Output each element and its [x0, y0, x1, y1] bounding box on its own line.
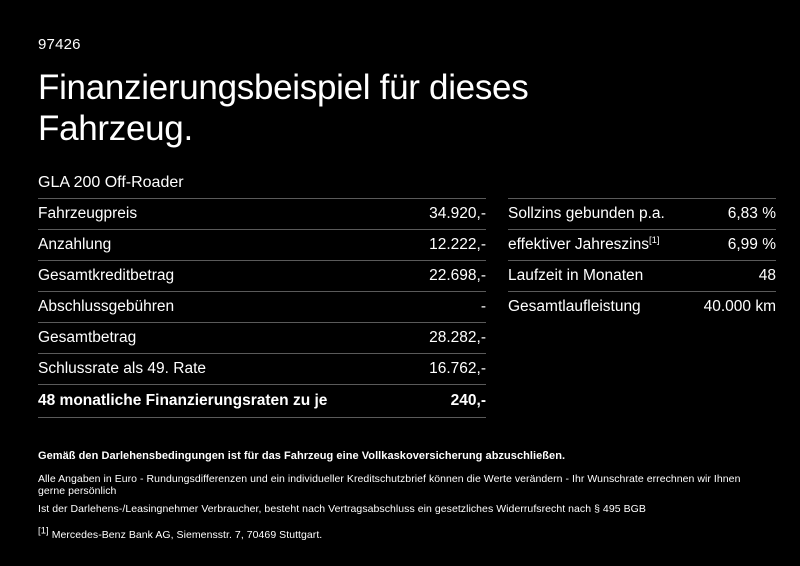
row-value: - [480, 297, 486, 315]
finance-tables [38, 198, 776, 418]
footnote-marker: [1] [38, 525, 49, 537]
row-label: Gesamtkreditbetrag [38, 266, 175, 284]
finance-table-left [38, 198, 486, 418]
table-row [508, 260, 776, 291]
page-title: Finanzierungsbeispiel für dieses Fahrzeug. [38, 68, 529, 149]
row-value: 34.920,- [429, 204, 486, 222]
row-label: Fahrzeugpreis [38, 204, 138, 222]
table-row [508, 198, 776, 229]
row-label [508, 260, 691, 291]
finance-table-right-column [508, 198, 776, 322]
row-value: 12.222,- [429, 235, 486, 253]
row-value: 28.282,- [429, 328, 486, 346]
row-label: Gesamtbetrag [38, 328, 137, 346]
row-label: 48 monatliche Finanzierungsraten zu je [38, 391, 328, 409]
row-value: 40.000 km [703, 297, 776, 315]
row-label [508, 198, 691, 229]
footnotes-block [38, 450, 762, 541]
table-row [38, 198, 486, 229]
footnote-insurance-note: Gemäß den Darlehensbedingungen ist für das Fahrzeug eine Vollkaskoversicherung abzuschließen. [38, 450, 566, 462]
table-row [508, 291, 776, 322]
table-row [38, 291, 486, 322]
row-label-text: effektiver Jahreszins [508, 235, 649, 253]
vehicle-model-label: GLA 200 Off-Roader [38, 173, 184, 191]
footnote-line-2: Ist der Darlehens-/Leasingnehmer Verbraucher, besteht nach Vertragsabschluss ein gesetzliches Widerrufsrecht nach § 495 BGB [38, 503, 646, 515]
row-label-text: Sollzins gebunden p.a. [508, 204, 665, 222]
footnote-line-1: Alle Angaben in Euro - Rundungsdifferenzen und ein individueller Kreditschutzbrief können die Werte verändern - Ihr Wunschrate errechnen wir Ihnen gerne persönlich [38, 473, 741, 497]
row-label-text: Laufzeit in Monaten [508, 266, 644, 284]
table-row [38, 353, 486, 384]
row-value: 6,83 % [727, 204, 776, 222]
row-value: 16.762,- [429, 359, 486, 377]
document-id: 97426 [38, 36, 81, 53]
footnote-bank-address-text: Mercedes-Benz Bank AG, Siemensstr. 7, 70469 Stuttgart. [51, 529, 323, 541]
row-label [508, 229, 691, 260]
table-row [38, 260, 486, 291]
table-row [38, 322, 486, 353]
footnote-marker: [1] [649, 234, 660, 246]
row-value: 22.698,- [429, 266, 486, 284]
finance-table-left-column [38, 198, 486, 418]
table-row-monthly-rate [38, 384, 486, 417]
row-label: Schlussrate als 49. Rate [38, 359, 207, 377]
row-value: 240,- [450, 391, 486, 409]
footnote-bank-address [38, 525, 762, 541]
row-label: Anzahlung [38, 235, 112, 253]
row-value: 6,99 % [727, 235, 776, 253]
row-value: 48 [758, 266, 776, 284]
row-label: Abschlussgebühren [38, 297, 175, 315]
row-label-text: Gesamtlaufleistung [508, 297, 641, 315]
row-label [508, 291, 691, 322]
finance-table-right [508, 198, 776, 322]
table-row [38, 229, 486, 260]
table-row [508, 229, 776, 260]
